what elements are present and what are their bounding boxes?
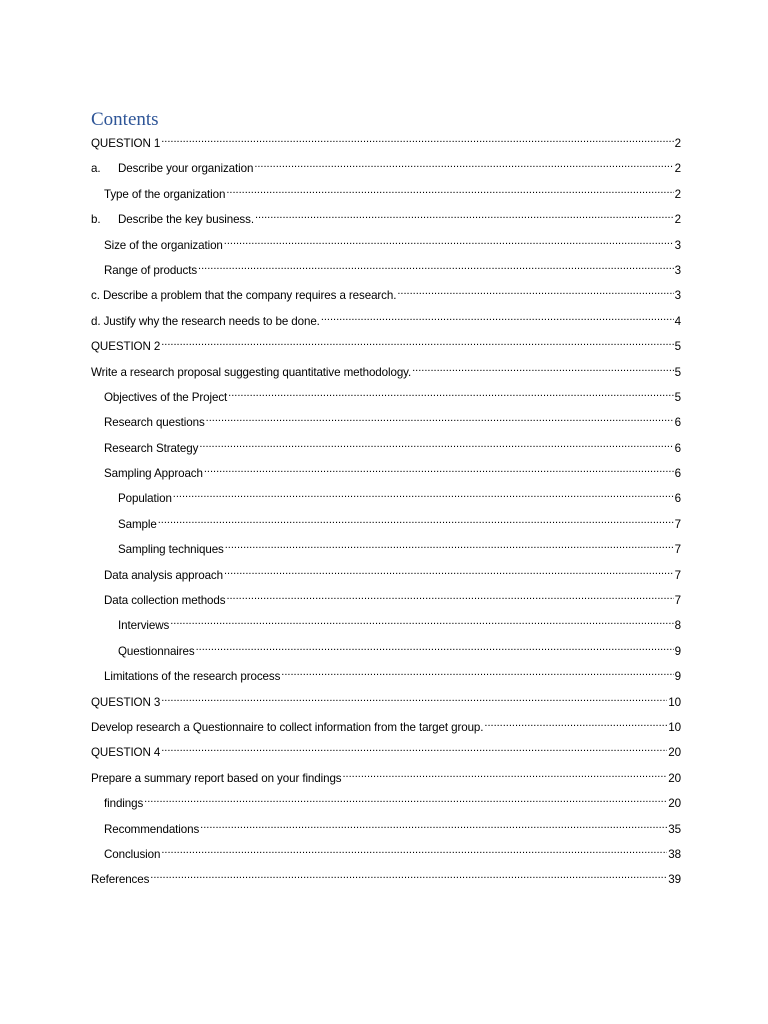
toc-entry-title[interactable]: QUESTION 3 bbox=[91, 695, 161, 709]
toc-page-number[interactable]: 8 bbox=[674, 619, 681, 633]
toc-entry-title[interactable]: Range of products bbox=[104, 263, 198, 277]
toc-entry-title[interactable]: c. Describe a problem that the company requires a research. bbox=[91, 289, 397, 303]
toc-page-number[interactable]: 7 bbox=[674, 568, 681, 582]
toc-entry[interactable] bbox=[91, 160, 681, 185]
toc-page-number[interactable]: 5 bbox=[674, 390, 681, 404]
toc-entry[interactable] bbox=[91, 186, 681, 211]
toc-entry[interactable] bbox=[91, 237, 681, 262]
toc-entry-title[interactable]: Research Strategy bbox=[104, 441, 199, 455]
toc-page-number[interactable]: 7 bbox=[674, 517, 681, 531]
toc-page-number[interactable]: 6 bbox=[674, 441, 681, 455]
toc-entry-title[interactable]: Limitations of the research process bbox=[104, 670, 281, 684]
toc-page-number[interactable]: 10 bbox=[668, 720, 681, 734]
toc-entry[interactable] bbox=[91, 211, 681, 236]
toc-dot-leader bbox=[161, 846, 667, 858]
toc-page-number[interactable]: 5 bbox=[674, 340, 681, 354]
toc-entry[interactable] bbox=[91, 262, 681, 287]
toc-entry-title[interactable]: Prepare a summary report based on your findings bbox=[91, 771, 342, 785]
toc-entry[interactable] bbox=[91, 643, 681, 668]
toc-entry-title[interactable]: Develop research a Questionnaire to collect information from the target group. bbox=[91, 720, 484, 734]
toc-dot-leader bbox=[144, 795, 667, 807]
toc-dot-leader bbox=[412, 364, 674, 376]
toc-page-number[interactable]: 7 bbox=[674, 594, 681, 608]
toc-page-number[interactable]: 7 bbox=[674, 543, 681, 557]
toc-dot-leader bbox=[196, 643, 674, 655]
toc-page-number[interactable]: 2 bbox=[674, 137, 681, 150]
toc-entry-title[interactable]: QUESTION 1 bbox=[91, 137, 161, 150]
toc-page-number[interactable]: 2 bbox=[674, 162, 681, 176]
toc-page-number[interactable]: 3 bbox=[674, 263, 681, 277]
toc-dot-leader bbox=[170, 617, 673, 629]
toc-dot-leader bbox=[158, 516, 674, 528]
toc-dot-leader bbox=[225, 541, 674, 553]
toc-page-number[interactable]: 9 bbox=[674, 644, 681, 658]
toc-dot-leader bbox=[150, 871, 667, 883]
toc-entry[interactable] bbox=[91, 795, 681, 820]
toc-page-number[interactable]: 2 bbox=[674, 213, 681, 227]
toc-dot-leader bbox=[161, 338, 673, 350]
toc-page-number[interactable]: 6 bbox=[674, 416, 681, 430]
toc-entry-title[interactable]: Sample bbox=[118, 517, 157, 531]
toc-entry[interactable] bbox=[91, 287, 681, 312]
toc-entry-title[interactable]: Recommendations bbox=[104, 822, 200, 836]
toc-dot-leader bbox=[199, 440, 673, 452]
toc-entry[interactable] bbox=[91, 414, 681, 439]
toc-entry[interactable] bbox=[91, 744, 681, 769]
toc-dot-leader bbox=[200, 821, 667, 833]
toc-entry[interactable] bbox=[91, 364, 681, 389]
toc-entry-title[interactable]: Write a research proposal suggesting quantitative methodology. bbox=[91, 365, 412, 379]
toc-entry[interactable] bbox=[91, 516, 681, 541]
toc-entry-title[interactable]: References bbox=[91, 873, 150, 887]
toc-dot-leader bbox=[321, 313, 674, 325]
toc-page-number[interactable]: 6 bbox=[674, 492, 681, 506]
toc-entry[interactable] bbox=[91, 821, 681, 846]
toc-entry-title[interactable]: Data analysis approach bbox=[104, 568, 223, 582]
toc-entry[interactable] bbox=[91, 389, 681, 414]
toc-page-number[interactable]: 5 bbox=[674, 365, 681, 379]
toc-entry[interactable] bbox=[91, 668, 681, 693]
toc-entry-title[interactable]: Questionnaires bbox=[118, 644, 195, 658]
toc-entry-title[interactable]: d. Justify why the research needs to be done. bbox=[91, 314, 320, 328]
toc-dot-leader bbox=[198, 262, 674, 274]
toc-entry[interactable] bbox=[91, 541, 681, 566]
toc-dot-leader bbox=[224, 567, 674, 579]
toc-entry-marker: b. bbox=[91, 213, 101, 227]
toc-page-number[interactable]: 20 bbox=[668, 771, 681, 785]
toc-entry[interactable] bbox=[91, 465, 681, 490]
toc-entry[interactable] bbox=[91, 719, 681, 744]
toc-entry[interactable] bbox=[91, 135, 681, 160]
toc-heading: Contents bbox=[91, 109, 159, 130]
toc-dot-leader bbox=[161, 135, 673, 147]
toc-dot-leader bbox=[228, 389, 673, 401]
toc-entry-title[interactable]: Research questions bbox=[104, 416, 205, 430]
toc-page-number[interactable]: 10 bbox=[668, 695, 681, 709]
toc-entry-title[interactable]: Type of the organization bbox=[104, 187, 226, 201]
toc-entry[interactable] bbox=[91, 617, 681, 642]
toc-page-number[interactable]: 20 bbox=[668, 746, 681, 760]
toc-dot-leader bbox=[226, 592, 673, 604]
toc-dot-leader bbox=[161, 694, 667, 706]
toc-page-number[interactable]: 2 bbox=[674, 187, 681, 201]
toc-dot-leader bbox=[161, 744, 667, 756]
toc-entry-title[interactable]: Describe the key business. bbox=[118, 213, 254, 227]
toc-page-number[interactable]: 20 bbox=[668, 797, 681, 811]
toc-entry[interactable] bbox=[91, 770, 681, 795]
toc-entry[interactable] bbox=[91, 313, 681, 338]
toc-entry-title[interactable]: Sampling techniques bbox=[118, 543, 224, 557]
toc-page-number[interactable]: 9 bbox=[674, 670, 681, 684]
toc-entry[interactable] bbox=[91, 694, 681, 719]
toc-dot-leader bbox=[255, 211, 674, 223]
toc-entry-title[interactable]: QUESTION 2 bbox=[91, 340, 161, 354]
toc-entry-title[interactable]: Data collection methods bbox=[104, 594, 226, 608]
toc-page-number[interactable]: 38 bbox=[668, 847, 681, 861]
toc-entry-title[interactable]: Describe your organization bbox=[118, 162, 254, 176]
toc-page-number[interactable]: 3 bbox=[674, 289, 681, 303]
toc-page-number[interactable]: 4 bbox=[674, 314, 681, 328]
toc-dot-leader bbox=[343, 770, 668, 782]
toc-entry-title[interactable]: findings bbox=[104, 797, 144, 811]
toc-page-number[interactable]: 39 bbox=[668, 873, 681, 887]
toc-entry-title[interactable]: Size of the organization bbox=[104, 238, 223, 252]
toc-entry-title[interactable]: Population bbox=[118, 492, 172, 506]
toc-entry[interactable] bbox=[91, 490, 681, 515]
toc-entry[interactable] bbox=[91, 592, 681, 617]
toc-dot-leader bbox=[173, 490, 674, 502]
toc-page-number[interactable]: 35 bbox=[668, 822, 681, 836]
toc-entry-title[interactable]: Objectives of the Project bbox=[104, 390, 228, 404]
toc-dot-leader bbox=[204, 465, 674, 477]
toc-dot-leader bbox=[281, 668, 673, 680]
toc-entry[interactable] bbox=[91, 338, 681, 363]
toc-entry[interactable] bbox=[91, 846, 681, 871]
toc-dot-leader bbox=[484, 719, 667, 731]
toc-dot-leader bbox=[254, 160, 673, 172]
toc-dot-leader bbox=[397, 287, 673, 299]
toc-dot-leader bbox=[224, 237, 674, 249]
toc-entry[interactable] bbox=[91, 871, 681, 896]
toc-page-number[interactable]: 3 bbox=[674, 238, 681, 252]
toc-dot-leader bbox=[226, 186, 673, 198]
toc-entry-title[interactable]: Sampling Approach bbox=[104, 467, 203, 481]
toc-entry-title[interactable]: Conclusion bbox=[104, 847, 161, 861]
toc-entry-marker: a. bbox=[91, 162, 101, 176]
toc-page-number[interactable]: 6 bbox=[674, 467, 681, 481]
toc-entry-title[interactable]: QUESTION 4 bbox=[91, 746, 161, 760]
table-of-contents bbox=[91, 135, 681, 897]
toc-entry[interactable] bbox=[91, 440, 681, 465]
toc-entry[interactable] bbox=[91, 567, 681, 592]
toc-entry-title[interactable]: Interviews bbox=[118, 619, 170, 633]
toc-dot-leader bbox=[206, 414, 674, 426]
